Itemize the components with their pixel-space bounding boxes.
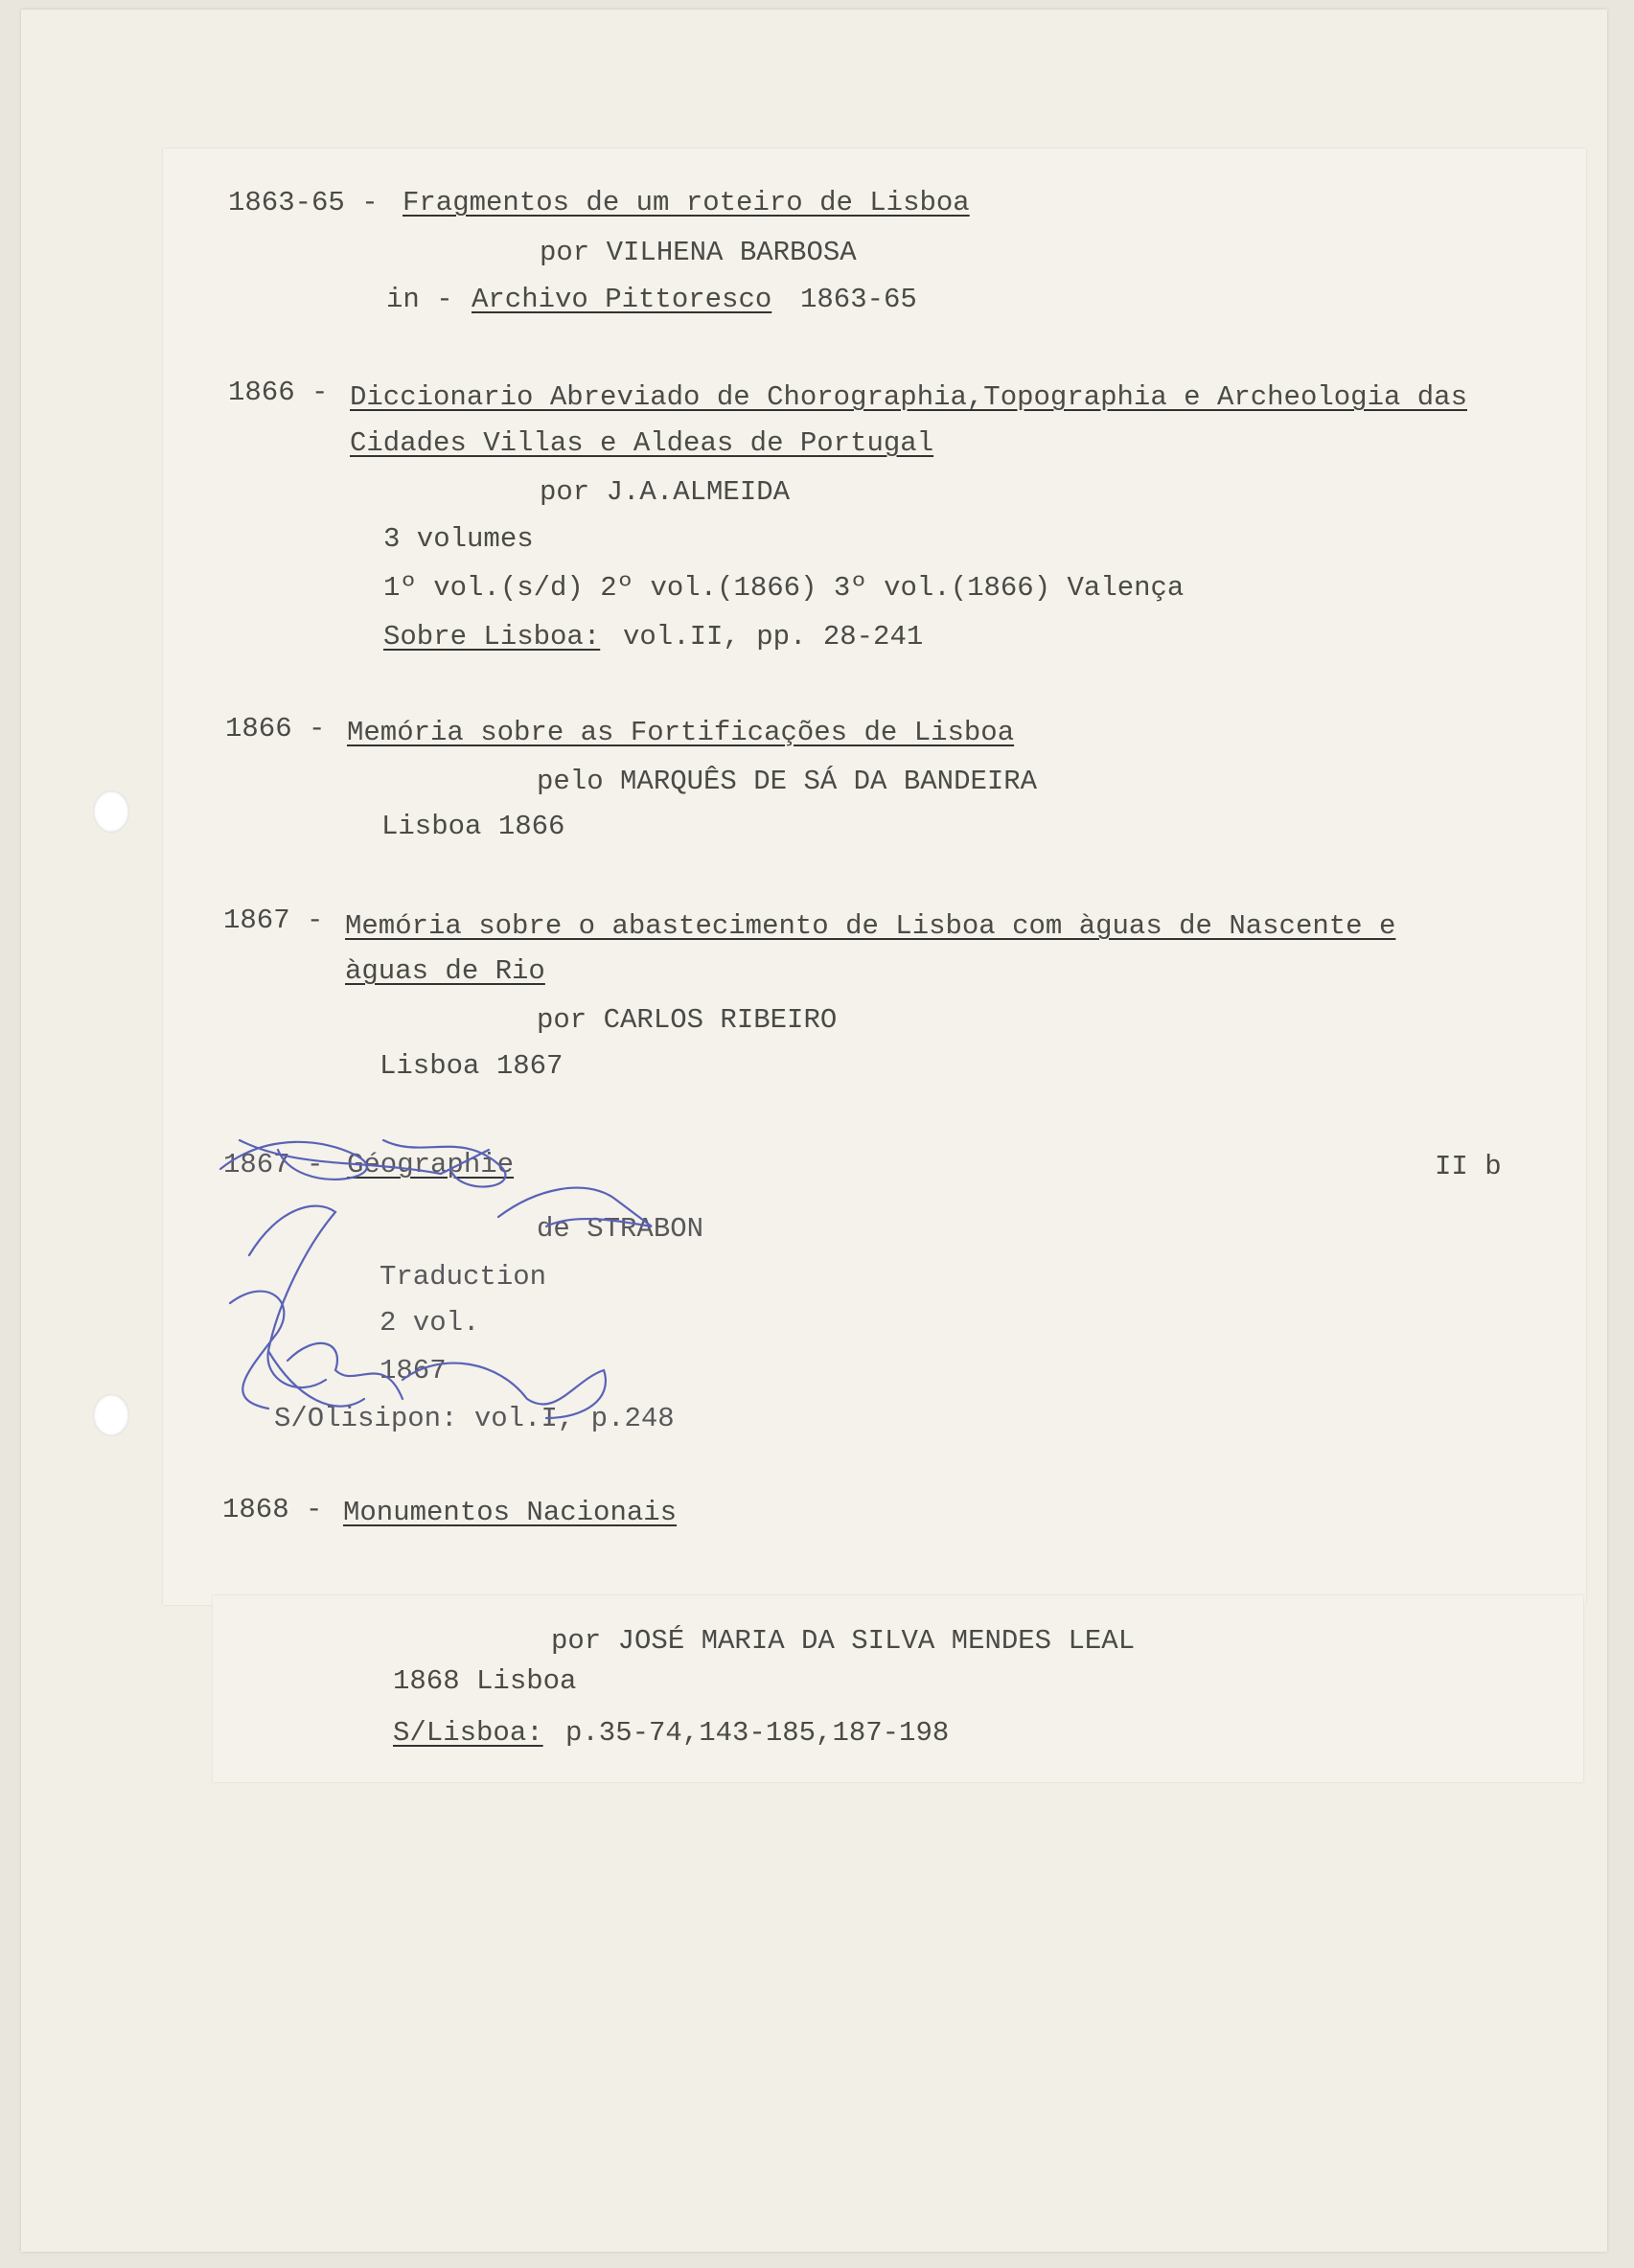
pen-stroke <box>230 1292 284 1409</box>
translation-note: Traduction <box>380 1261 547 1293</box>
place-year: Lisboa 1866 <box>381 811 565 842</box>
entry-author: por VILHENA BARBOSA <box>540 237 857 268</box>
punch-hole <box>93 790 129 833</box>
edition-year: 1867 <box>380 1355 447 1386</box>
pen-stroke <box>383 1140 505 1187</box>
entry-title: Monumentos Nacionais <box>343 1497 678 1528</box>
in-title: Archivo Pittoresco <box>472 284 772 315</box>
entry-year: 1866 - <box>225 713 326 745</box>
pen-stroke <box>403 1363 606 1418</box>
sobre-value: p.35-74,143-185,187-198 <box>565 1717 950 1749</box>
place-year: 1868 Lisboa <box>393 1665 577 1697</box>
entry-title: Géographie <box>347 1149 515 1180</box>
entry-year: 1866 - <box>228 377 329 408</box>
sobre-olisipon: S/Olisipon: vol.I, p.248 <box>274 1403 675 1434</box>
pen-stroke <box>288 1343 403 1399</box>
in-year: 1863-65 <box>800 284 917 315</box>
entry-year: 1863-65 - <box>228 187 379 218</box>
volumes-count: 3 volumes <box>383 523 534 555</box>
pen-stroke <box>498 1188 652 1226</box>
entry-title-line2: Cidades Villas e Aldeas de Portugal <box>350 427 934 459</box>
page-mark: II b <box>1435 1151 1502 1182</box>
in-prefix: in - <box>386 284 453 315</box>
entry-author: de STRABON <box>537 1213 704 1245</box>
entry-title-line2: àguas de Rio <box>345 955 545 987</box>
entry-title-line1: Diccionario Abreviado de Chorographia,Topographia e Archeologia das <box>350 381 1467 413</box>
pen-stroke <box>220 1142 367 1180</box>
place-year: Lisboa 1867 <box>380 1050 564 1082</box>
sobre-label: S/Lisboa: <box>393 1717 543 1749</box>
handwritten-strikeout <box>211 1111 748 1437</box>
entry-year: 1867 - <box>223 1149 324 1180</box>
entry-title: Memória sobre as Fortificações de Lisboa <box>347 717 1015 748</box>
entry-title-line1: Memória sobre o abastecimento de Lisboa com àguas de Nascente e <box>345 910 1396 942</box>
entry-author: por CARLOS RIBEIRO <box>537 1004 838 1036</box>
entry-author: pelo MARQUÊS DE SÁ DA BANDEIRA <box>537 766 1038 797</box>
volume-details: 1º vol.(s/d) 2º vol.(1866) 3º vol.(1866) Valença <box>383 572 1185 604</box>
volume-count: 2 vol. <box>380 1307 480 1339</box>
sobre-value: vol.II, pp. 28-241 <box>623 621 924 653</box>
entry-year: 1868 - <box>222 1494 323 1525</box>
sobre-label: Sobre Lisboa: <box>383 621 601 653</box>
pen-stroke <box>268 1351 364 1407</box>
entry-author: por JOSÉ MARIA DA SILVA MENDES LEAL <box>551 1625 1136 1657</box>
entry-author: por J.A.ALMEIDA <box>540 476 791 508</box>
entry-title: Fragmentos de um roteiro de Lisboa <box>403 187 970 218</box>
punch-hole <box>93 1394 129 1436</box>
pen-stroke <box>249 1206 335 1387</box>
entry-year: 1867 - <box>223 905 324 936</box>
